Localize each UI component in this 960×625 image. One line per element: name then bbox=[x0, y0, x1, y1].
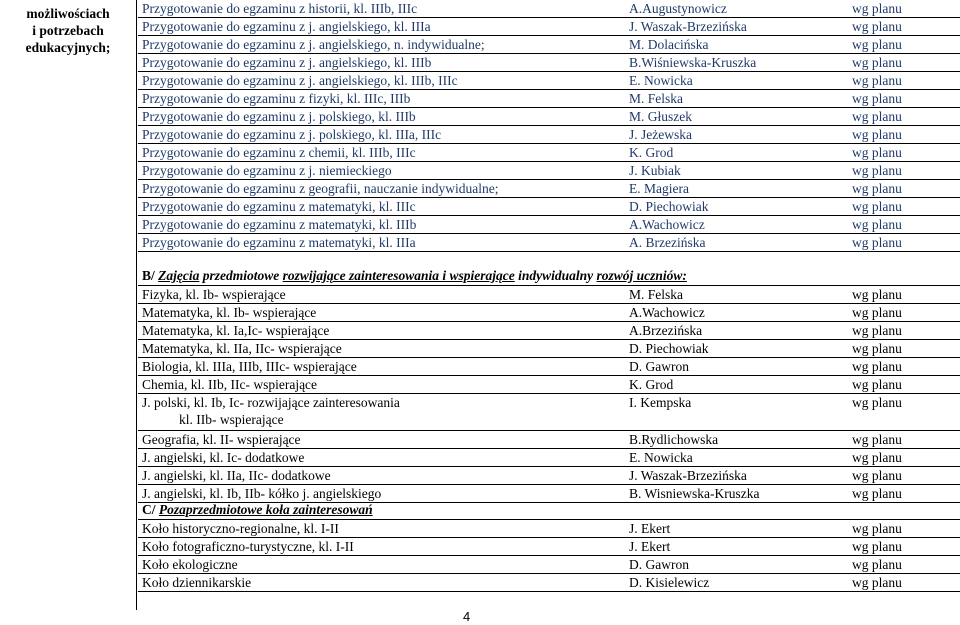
teacher-name: D. Piechowiak bbox=[629, 341, 709, 356]
activity-name: Koło fotograficzno-turystyczne, kl. I-II bbox=[142, 539, 354, 554]
table-row bbox=[138, 198, 960, 216]
table-row bbox=[138, 394, 960, 431]
activity-name: Matematyka, kl. Ia,Ic- wspierające bbox=[142, 323, 330, 338]
schedule: wg planu bbox=[852, 109, 902, 124]
teacher-name: K. Grod bbox=[629, 145, 674, 160]
activity-name: Przygotowanie do egzaminu z j. angielskiego, kl. IIIa bbox=[142, 19, 431, 34]
activity-name: Chemia, kl. IIb, IIc- wspierające bbox=[142, 377, 318, 392]
teacher-name: E. Nowicka bbox=[629, 450, 693, 465]
activity-name: J. angielski, kl. Ib, IIb- kółko j. angielskiego bbox=[142, 486, 382, 501]
schedule: wg planu bbox=[852, 575, 902, 590]
teacher-name: A.Wachowicz bbox=[629, 305, 705, 320]
table-row bbox=[138, 286, 960, 304]
schedule: wg planu bbox=[852, 19, 902, 34]
table-row bbox=[138, 126, 960, 144]
teacher-name: J. Kubiak bbox=[629, 163, 681, 178]
activity-name: Przygotowanie do egzaminu z j. polskiego, kl. IIIa, IIIc bbox=[142, 127, 442, 142]
table-row bbox=[138, 108, 960, 126]
table-row bbox=[138, 556, 960, 574]
teacher-name: A.Augustynowicz bbox=[629, 1, 727, 16]
schedule: wg planu bbox=[852, 323, 902, 338]
activity-name: Przygotowanie do egzaminu z historii, kl. IIIb, IIIc bbox=[142, 1, 418, 16]
schedule: wg planu bbox=[852, 359, 902, 374]
schedule: wg planu bbox=[852, 91, 902, 106]
schedule: wg planu bbox=[852, 55, 902, 70]
teacher-name: J. Ekert bbox=[629, 539, 671, 554]
schedule: wg planu bbox=[852, 181, 902, 196]
schedule: wg planu bbox=[852, 127, 902, 142]
teacher-name: E. Magiera bbox=[629, 181, 689, 196]
schedule: wg planu bbox=[852, 199, 902, 214]
schedule: wg planu bbox=[852, 217, 902, 232]
table-row bbox=[138, 36, 960, 54]
activity-name: Przygotowanie do egzaminu z j. polskiego, kl. IIIb bbox=[142, 109, 416, 124]
schedule: wg planu bbox=[852, 305, 902, 320]
table-row bbox=[138, 144, 960, 162]
table-row bbox=[138, 449, 960, 467]
schedule: wg planu bbox=[852, 450, 902, 465]
schedule: wg planu bbox=[852, 539, 902, 554]
activity-name: Koło dziennikarskie bbox=[142, 575, 252, 590]
schedule: wg planu bbox=[852, 163, 902, 178]
table-row bbox=[138, 358, 960, 376]
teacher-name: D. Gawron bbox=[629, 359, 689, 374]
table-row bbox=[138, 340, 960, 358]
teacher-name: B.Rydlichowska bbox=[629, 432, 719, 447]
section-c bbox=[138, 501, 960, 592]
activity-name: Przygotowanie do egzaminu z geografii, nauczanie indywidualne; bbox=[142, 181, 499, 196]
table-row bbox=[138, 72, 960, 90]
exam-preparation-table bbox=[138, 0, 960, 252]
table-row bbox=[138, 538, 960, 556]
teacher-name: D. Gawron bbox=[629, 557, 689, 572]
teacher-name: J. Ekert bbox=[629, 521, 671, 536]
teacher-name: M. Felska bbox=[629, 91, 683, 106]
table-row bbox=[138, 376, 960, 394]
table-row bbox=[138, 18, 960, 36]
schedule: wg planu bbox=[852, 287, 902, 302]
table-row bbox=[138, 431, 960, 449]
teacher-name: A. Brzezińska bbox=[629, 235, 706, 250]
table-row bbox=[138, 90, 960, 108]
table-row bbox=[138, 216, 960, 234]
teacher-name: D. Kisielewicz bbox=[629, 575, 710, 590]
table-row bbox=[138, 54, 960, 72]
side-label bbox=[0, 0, 136, 56]
schedule: wg planu bbox=[852, 73, 902, 88]
activity-name: Przygotowanie do egzaminu z matematyki, kl. IIIb bbox=[142, 217, 417, 232]
table-row bbox=[138, 467, 960, 485]
activity-name: Przygotowanie do egzaminu z fizyki, kl. IIIc, IIIb bbox=[142, 91, 411, 106]
schedule: wg planu bbox=[852, 341, 902, 356]
teacher-name: B.Wiśniewska-Kruszka bbox=[629, 55, 757, 70]
activity-name: Biologia, kl. IIIa, IIIb, IIIc- wspierające bbox=[142, 359, 357, 374]
activity-name: Przygotowanie do egzaminu z j. niemieckiego bbox=[142, 163, 392, 178]
schedule: wg planu bbox=[852, 432, 902, 447]
side-label-line: i potrzebach bbox=[32, 23, 104, 38]
table-row bbox=[138, 574, 960, 592]
teacher-name: J. Waszak-Brzezińska bbox=[629, 468, 747, 483]
teacher-name: M. Głuszek bbox=[629, 109, 692, 124]
table-row bbox=[138, 322, 960, 340]
page-number: 4 bbox=[463, 609, 471, 624]
teacher-name: I. Kempska bbox=[629, 395, 692, 410]
schedule: wg planu bbox=[852, 468, 902, 483]
side-label-column bbox=[0, 0, 137, 610]
side-label-line: możliwościach bbox=[26, 6, 110, 21]
schedule: wg planu bbox=[852, 521, 902, 536]
teacher-name: A.Wachowicz bbox=[629, 217, 705, 232]
activity-name: Przygotowanie do egzaminu z chemii, kl. IIIb, IIIc bbox=[142, 145, 416, 160]
schedule: wg planu bbox=[852, 37, 902, 52]
teacher-name: D. Piechowiak bbox=[629, 199, 709, 214]
teacher-name: M. Felska bbox=[629, 287, 683, 302]
section-c-table bbox=[138, 520, 960, 592]
activity-name: J. angielski, kl. Ic- dodatkowe bbox=[142, 450, 305, 465]
activity-name: Koło ekologiczne bbox=[142, 557, 238, 572]
table-row bbox=[138, 0, 960, 18]
activity-name: Koło historyczno-regionalne, kl. I-II bbox=[142, 521, 339, 536]
table-row bbox=[138, 180, 960, 198]
table-row bbox=[138, 234, 960, 252]
activity-name: Matematyka, kl. IIa, IIc- wspierające bbox=[142, 341, 342, 356]
activity-name: Przygotowanie do egzaminu z j. angielskiego, kl. IIIb bbox=[142, 55, 432, 70]
teacher-name: M. Dolacińska bbox=[629, 37, 709, 52]
activity-name: Geografia, kl. II- wspierające bbox=[142, 432, 301, 447]
teacher-name: E. Nowicka bbox=[629, 73, 693, 88]
activity-name: Przygotowanie do egzaminu z j. angielskiego, n. indywidualne; bbox=[142, 37, 485, 52]
section-b bbox=[138, 267, 960, 503]
activity-name: Matematyka, kl. Ib- wspierające bbox=[142, 305, 317, 320]
activity-name: Przygotowanie do egzaminu z matematyki, kl. IIIa bbox=[142, 235, 416, 250]
schedule: wg planu bbox=[852, 557, 902, 572]
schedule: wg planu bbox=[852, 377, 902, 392]
table-row bbox=[138, 304, 960, 322]
teacher-name: B. Wisniewska-Kruszka bbox=[629, 486, 760, 501]
teacher-name: J. Waszak-Brzezińska bbox=[629, 19, 747, 34]
section-b-heading: B/ Zajęcia przedmiotowe rozwijające zainteresowania i wspierające indywidualny rozwój uczniów: bbox=[138, 267, 960, 286]
activity-name: J. angielski, kl. IIa, IIc- dodatkowe bbox=[142, 468, 331, 483]
table-row bbox=[138, 520, 960, 538]
teacher-name: J. Jeżewska bbox=[629, 127, 692, 142]
table-row bbox=[138, 162, 960, 180]
schedule: wg planu bbox=[852, 145, 902, 160]
schedule: wg planu bbox=[852, 395, 902, 410]
teacher-name: A.Brzezińska bbox=[629, 323, 703, 338]
activity-name: Fizyka, kl. Ib- wspierające bbox=[142, 287, 286, 302]
schedule: wg planu bbox=[852, 235, 902, 250]
activity-name: J. polski, kl. Ib, Ic- rozwijające zainteresowania kl. IIb- wspierające bbox=[142, 395, 400, 427]
teacher-name: K. Grod bbox=[629, 377, 674, 392]
section-b-table bbox=[138, 286, 960, 503]
activity-name: Przygotowanie do egzaminu z matematyki, kl. IIIc bbox=[142, 199, 416, 214]
side-label-line: edukacyjnych; bbox=[25, 40, 111, 55]
section-c-heading: C/ Pozaprzedmiotowe koła zainteresowań bbox=[138, 501, 960, 520]
schedule: wg planu bbox=[852, 486, 902, 501]
activity-name: Przygotowanie do egzaminu z j. angielskiego, kl. IIIb, IIIc bbox=[142, 73, 458, 88]
schedule: wg planu bbox=[852, 1, 902, 16]
